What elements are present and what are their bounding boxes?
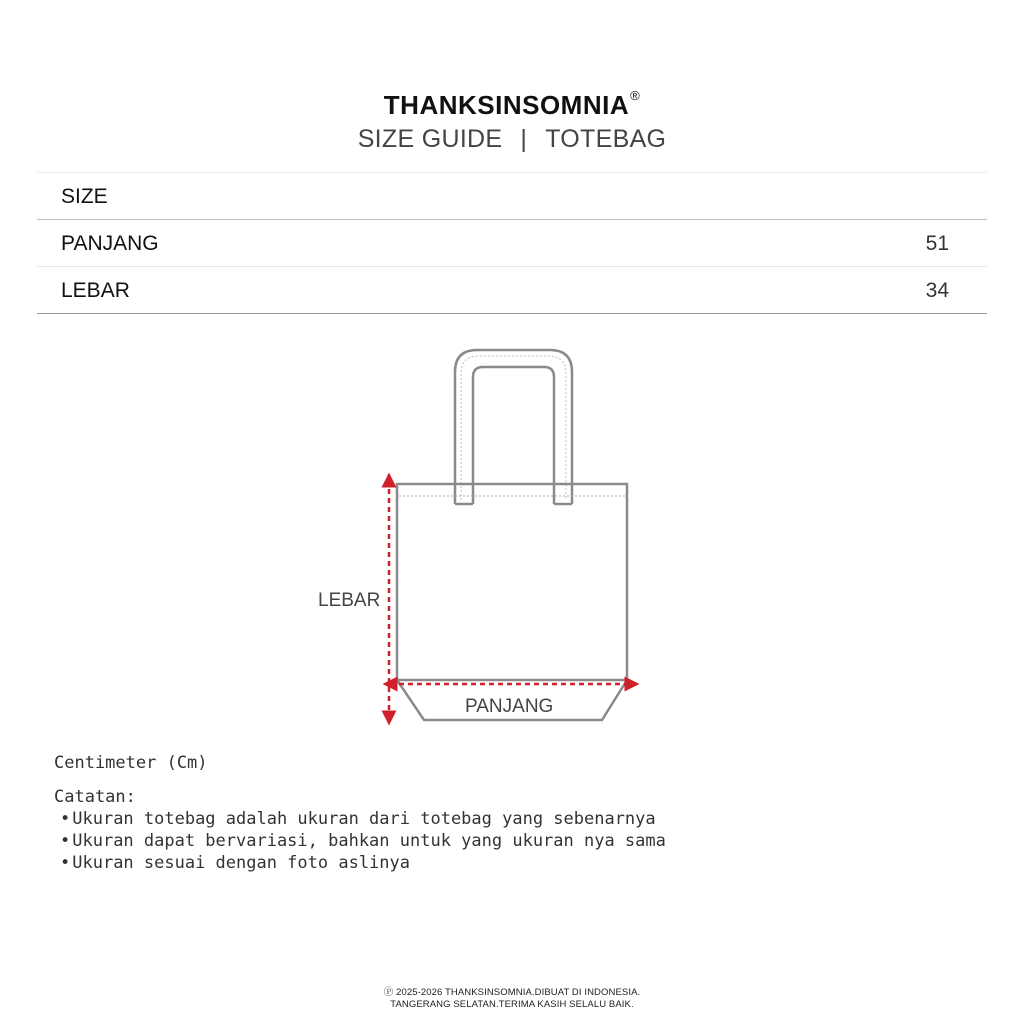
bullet-icon: •	[60, 831, 71, 851]
product-label: TOTEBAG	[545, 125, 667, 153]
bullet-icon: •	[60, 809, 71, 829]
unit-label: Centimeter (Cm)	[54, 753, 208, 773]
handle-stitching	[461, 356, 566, 500]
size-row-value: 51	[925, 232, 949, 255]
list-item	[54, 852, 666, 874]
footer	[0, 987, 1024, 1011]
panjang-dimension-label: PANJANG	[465, 696, 554, 717]
brand-title	[0, 90, 1024, 121]
footer-line-1: Ⓟ 2025-2026 THANKSINSOMNIA.DIBUAT DI INDONESIA.	[383, 987, 641, 998]
brand-name: THANKSINSOMNIA	[383, 90, 630, 120]
lebar-dimension-label: LEBAR	[318, 590, 381, 611]
subtitle-separator: |	[520, 125, 528, 153]
notes-list	[54, 808, 666, 874]
size-guide-label: SIZE GUIDE	[357, 125, 503, 153]
notes-heading: Catatan:	[54, 787, 136, 807]
note-text: Ukuran dapat bervariasi, bahkan untuk yang ukuran nya sama	[72, 831, 666, 851]
list-item	[54, 808, 666, 830]
size-row-lebar	[37, 266, 987, 314]
registered-mark: ®	[630, 88, 641, 104]
size-row-panjang	[37, 219, 987, 266]
size-row-label: LEBAR	[61, 279, 130, 302]
size-row-value: 34	[925, 279, 949, 302]
size-table-header	[37, 172, 987, 219]
footer-line-2: TANGERANG SELATAN.TERIMA KASIH SELALU BAIK.	[390, 999, 634, 1010]
note-text: Ukuran sesuai dengan foto aslinya	[72, 853, 411, 873]
notes-section	[54, 752, 666, 874]
note-text: Ukuran totebag adalah ukuran dari totebag yang sebenarnya	[72, 809, 656, 829]
bag-body	[397, 484, 627, 720]
size-header-label: SIZE	[61, 185, 108, 208]
bag-handle	[455, 350, 572, 504]
bullet-icon: •	[60, 853, 71, 873]
list-item	[54, 830, 666, 852]
size-table	[37, 172, 987, 314]
page-subtitle	[0, 125, 1024, 154]
size-row-label: PANJANG	[61, 232, 159, 255]
